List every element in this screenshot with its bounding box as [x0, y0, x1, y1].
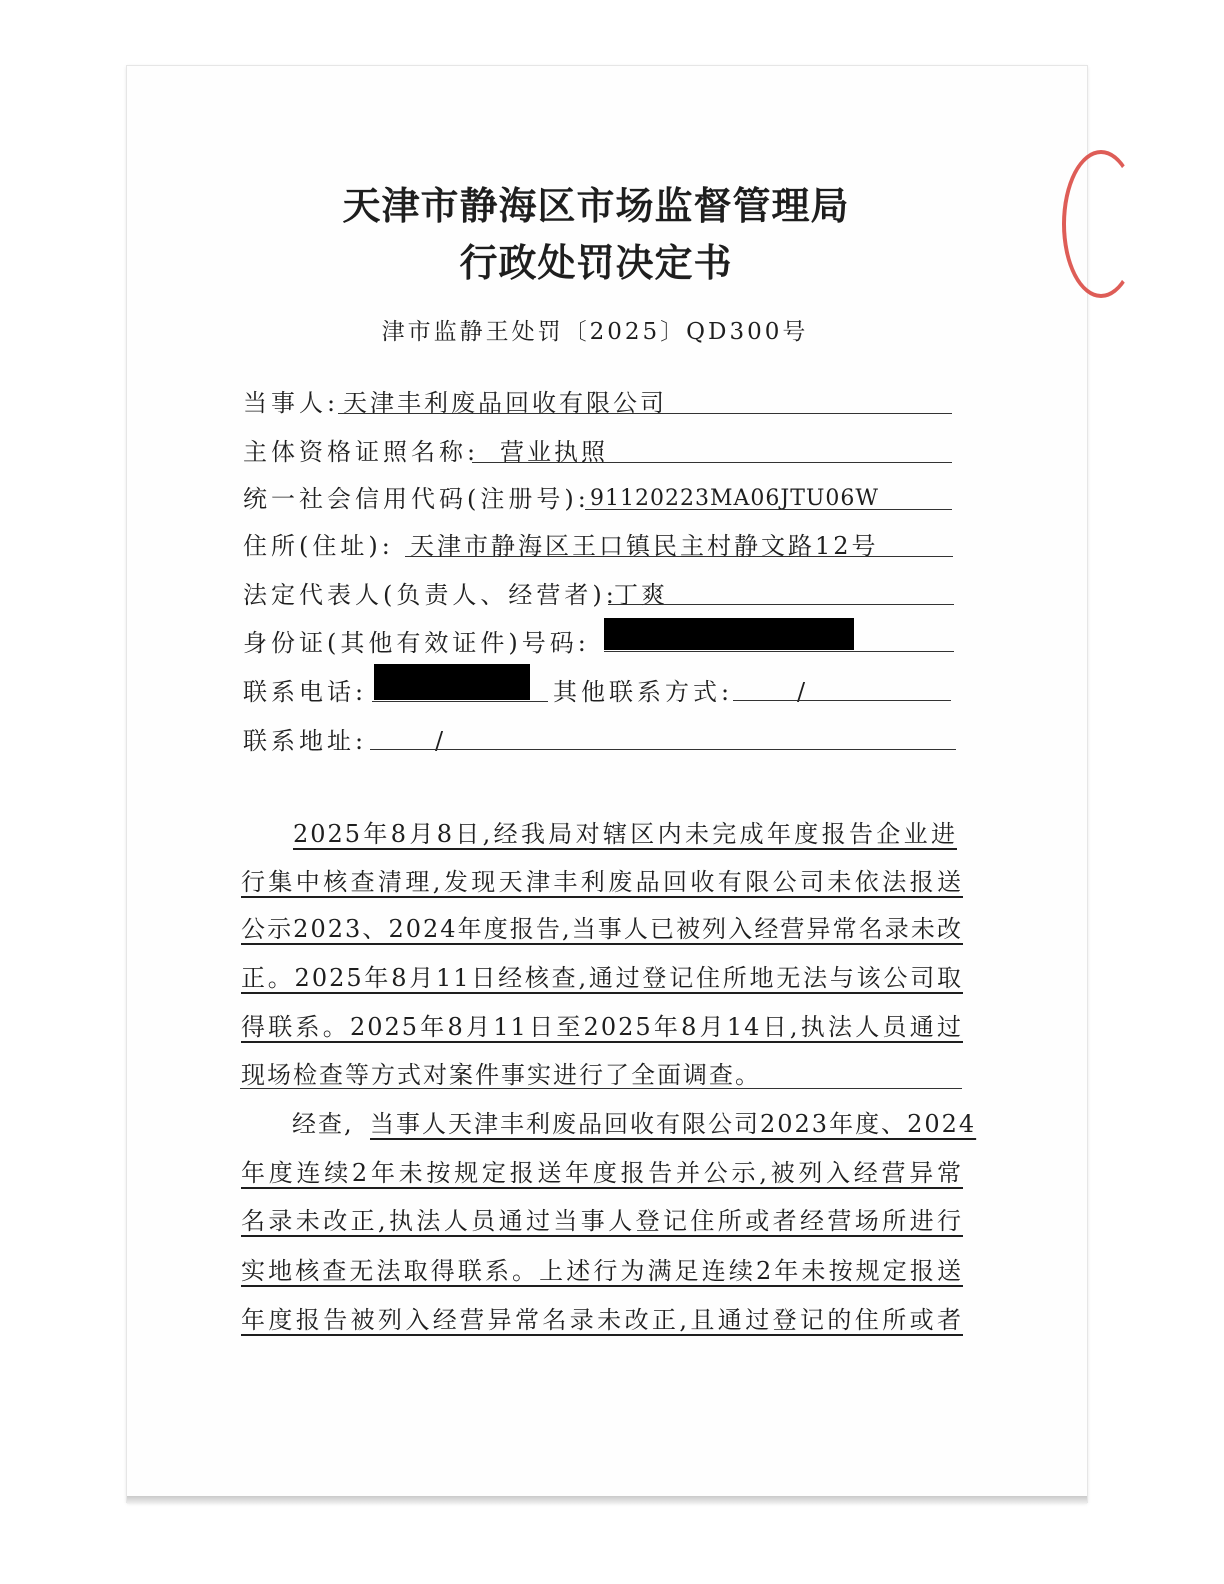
- phone-underline: [372, 701, 548, 702]
- party-value: 天津丰利废品回收有限公司: [343, 389, 667, 417]
- id-underline: [604, 651, 954, 652]
- other-contact-value: /: [797, 678, 809, 706]
- document-subtitle: 行政处罚决定书: [459, 241, 733, 285]
- paragraph2-line: 年度报告被列入经营异常名录未改正,且通过登记的住所或者: [241, 1306, 963, 1334]
- license-underline: [472, 462, 952, 463]
- page-edge-shadow: [127, 1496, 1087, 1504]
- paragraph1-line: 正。2025年8月11日经核查,通过登记住所地无法与该公司取: [241, 964, 963, 992]
- party-underline: [338, 413, 952, 414]
- other-contact-label: 其他联系方式:: [553, 678, 734, 706]
- credit-code-label: 统一社会信用代码(注册号):: [243, 485, 590, 513]
- other-contact-underline: [733, 700, 951, 701]
- redacted-id-number: [604, 618, 854, 650]
- paragraph2-line: 实地核查无法取得联系。上述行为满足连续2年未按规定报送: [241, 1257, 963, 1285]
- license-label: 主体资格证照名称:: [243, 438, 480, 466]
- document-title: 天津市静海区市场监督管理局: [342, 184, 850, 228]
- phone-label: 联系电话:: [243, 678, 368, 706]
- legal-rep-label: 法定代表人(负责人、经营者):: [243, 581, 618, 609]
- id-label: 身份证(其他有效证件)号码:: [243, 629, 590, 657]
- paragraph1-line: 行集中核查清理,发现天津丰利废品回收有限公司未依法报送: [241, 868, 963, 896]
- paragraph1-line: 2025年8月8日,经我局对辖区内未完成年度报告企业进: [293, 820, 957, 848]
- paragraph1-last-underline: [240, 1088, 962, 1089]
- credit-code-underline: [585, 509, 952, 510]
- redacted-phone-number: [374, 664, 530, 700]
- contact-address-label: 联系地址:: [243, 727, 368, 755]
- credit-code-value: 91120223MA06JTU06W: [590, 486, 880, 511]
- legal-rep-underline: [608, 604, 954, 605]
- paragraph2-lead: 经查,: [292, 1110, 354, 1138]
- paragraph2-line: 当事人天津丰利废品回收有限公司2023年度、2024: [370, 1110, 977, 1138]
- paragraph2-line: 名录未改正,执法人员通过当事人登记住所或者经营场所进行: [241, 1207, 963, 1235]
- paragraph1-line: 公示2023、2024年度报告,当事人已被列入经营异常名录未改: [241, 915, 963, 943]
- license-value: 营业执照: [500, 438, 608, 466]
- document-number: 津市监静王处罚〔2025〕QD300号: [381, 319, 809, 345]
- address-value: 天津市静海区王口镇民主村静文路12号: [410, 532, 879, 560]
- party-label: 当事人:: [243, 389, 340, 417]
- contact-address-underline: [370, 749, 956, 750]
- legal-rep-value: 丁爽: [614, 581, 668, 609]
- address-underline: [405, 556, 953, 557]
- paragraph1-line: 得联系。2025年8月11日至2025年8月14日,执法人员通过: [241, 1013, 963, 1041]
- paragraph1-line: 现场检查等方式对案件事实进行了全面调查。: [241, 1061, 761, 1089]
- address-label: 住所(住址):: [243, 532, 394, 560]
- contact-address-value: /: [435, 727, 447, 755]
- paragraph2-line: 年度连续2年未按规定报送年度报告并公示,被列入经营异常: [241, 1159, 963, 1187]
